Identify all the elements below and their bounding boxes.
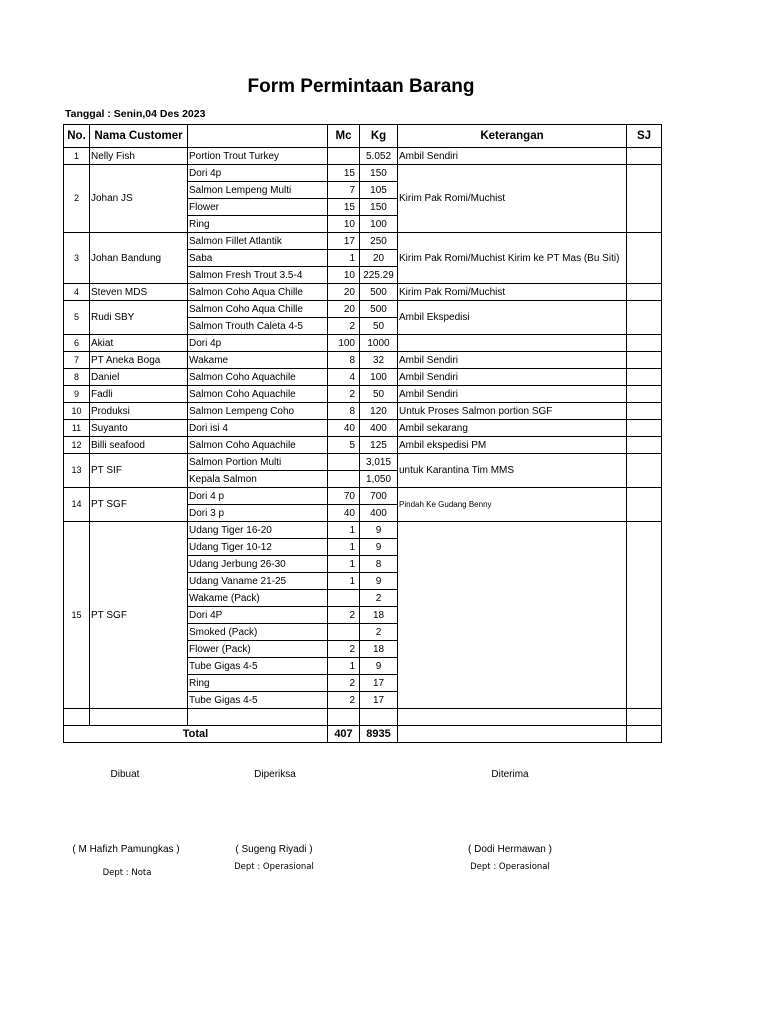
keterangan: Ambil Ekspedisi (398, 301, 627, 335)
item-kg: 18 (360, 607, 398, 624)
keterangan: Kirim Pak Romi/Muchist (398, 165, 627, 233)
keterangan: Ambil Sendiri (398, 148, 627, 165)
customer-name: Akiat (90, 335, 188, 352)
sig-diperiksa-dept: Dept : Operasional (234, 862, 314, 872)
date-label: Tanggal : Senin,04 Des 2023 (65, 108, 206, 120)
item-kg: 3,015 (360, 454, 398, 471)
item-kg: 2 (360, 590, 398, 607)
item-kg: 100 (360, 216, 398, 233)
item-name: Salmon Portion Multi (188, 454, 328, 471)
row-number: 7 (64, 352, 90, 369)
item-name: Wakame (Pack) (188, 590, 328, 607)
blank-cell (360, 709, 398, 726)
item-kg: 20 (360, 250, 398, 267)
sig-diperiksa-role: Diperiksa (254, 769, 296, 780)
item-kg: 250 (360, 233, 398, 250)
item-mc: 15 (328, 165, 360, 182)
sj-cell (627, 522, 662, 709)
total-empty-sj (627, 726, 662, 743)
item-name: Kepala Salmon (188, 471, 328, 488)
sj-cell (627, 369, 662, 386)
item-mc: 8 (328, 403, 360, 420)
item-name: Dori 4 p (188, 488, 328, 505)
form-title: Form Permintaan Barang (247, 76, 475, 97)
item-name: Dori 4p (188, 335, 328, 352)
request-table (63, 124, 662, 743)
item-mc: 1 (328, 573, 360, 590)
row-number: 14 (64, 488, 90, 522)
table-row (64, 335, 662, 352)
item-kg: 150 (360, 199, 398, 216)
item-mc: 1 (328, 522, 360, 539)
table-row (64, 148, 662, 165)
total-mc: 407 (328, 726, 360, 743)
header-item (188, 125, 328, 148)
customer-name: Rudi SBY (90, 301, 188, 335)
sj-cell (627, 386, 662, 403)
item-mc: 15 (328, 199, 360, 216)
row-number: 3 (64, 233, 90, 284)
item-mc: 10 (328, 216, 360, 233)
customer-name: Fadli (90, 386, 188, 403)
item-mc (328, 624, 360, 641)
table-row (64, 301, 662, 318)
row-number: 8 (64, 369, 90, 386)
row-number: 4 (64, 284, 90, 301)
item-kg: 225.29 (360, 267, 398, 284)
item-name: Salmon Fillet Atlantik (188, 233, 328, 250)
item-kg: 17 (360, 675, 398, 692)
item-name: Salmon Coho Aqua Chille (188, 284, 328, 301)
item-name: Udang Tiger 16-20 (188, 522, 328, 539)
item-mc (328, 148, 360, 165)
item-kg: 105 (360, 182, 398, 199)
item-mc: 8 (328, 352, 360, 369)
header-keterangan: Keterangan (398, 125, 627, 148)
keterangan: Pindah Ke Gudang Benny (398, 488, 627, 522)
blank-cell (90, 709, 188, 726)
header-sj: SJ (627, 125, 662, 148)
item-name: Saba (188, 250, 328, 267)
customer-name: Billi seafood (90, 437, 188, 454)
table-row (64, 403, 662, 420)
item-kg: 1,050 (360, 471, 398, 488)
sj-cell (627, 437, 662, 454)
sj-cell (627, 420, 662, 437)
item-mc (328, 590, 360, 607)
item-name: Tube Gigas 4-5 (188, 658, 328, 675)
item-name: Flower (188, 199, 328, 216)
item-kg: 18 (360, 641, 398, 658)
item-mc: 17 (328, 233, 360, 250)
blank-cell (188, 709, 328, 726)
item-name: Salmon Trouth Caleta 4-5 (188, 318, 328, 335)
table-row (64, 420, 662, 437)
item-name: Ring (188, 216, 328, 233)
row-number: 12 (64, 437, 90, 454)
item-mc: 7 (328, 182, 360, 199)
blank-row (64, 709, 662, 726)
sig-dibuat-role: Dibuat (110, 769, 140, 780)
item-name: Dori isi 4 (188, 420, 328, 437)
row-number: 9 (64, 386, 90, 403)
customer-name: PT Aneka Boga (90, 352, 188, 369)
item-mc: 2 (328, 675, 360, 692)
item-kg: 125 (360, 437, 398, 454)
blank-cell (627, 709, 662, 726)
table-row (64, 522, 662, 539)
keterangan: untuk Karantina Tim MMS (398, 454, 627, 488)
keterangan: Kirim Pak Romi/Muchist (398, 284, 627, 301)
item-name: Udang Jerbung 26-30 (188, 556, 328, 573)
item-kg: 9 (360, 539, 398, 556)
keterangan: Ambil Sendiri (398, 386, 627, 403)
header-kg: Kg (360, 125, 398, 148)
keterangan: Ambil Sendiri (398, 369, 627, 386)
item-name: Udang Vaname 21-25 (188, 573, 328, 590)
row-number: 15 (64, 522, 90, 709)
item-kg: 50 (360, 318, 398, 335)
item-mc: 70 (328, 488, 360, 505)
item-name: Flower (Pack) (188, 641, 328, 658)
sj-cell (627, 488, 662, 522)
sj-cell (627, 335, 662, 352)
item-name: Portion Trout Turkey (188, 148, 328, 165)
item-mc: 2 (328, 692, 360, 709)
customer-name: Nelly Fish (90, 148, 188, 165)
item-mc: 20 (328, 284, 360, 301)
sig-dibuat-dept: Dept : Nota (102, 868, 152, 878)
table-row (64, 369, 662, 386)
row-number: 11 (64, 420, 90, 437)
item-name: Salmon Lempeng Multi (188, 182, 328, 199)
sig-dibuat-name: ( M Hafizh Pamungkas ) (72, 844, 180, 855)
table-row (64, 284, 662, 301)
header-mc: Mc (328, 125, 360, 148)
table-row (64, 352, 662, 369)
item-kg: 400 (360, 505, 398, 522)
item-mc (328, 454, 360, 471)
sj-cell (627, 233, 662, 284)
item-name: Ring (188, 675, 328, 692)
header-customer: Nama Customer (90, 125, 188, 148)
item-mc: 40 (328, 505, 360, 522)
row-number: 10 (64, 403, 90, 420)
item-name: Udang Tiger 10-12 (188, 539, 328, 556)
sj-cell (627, 352, 662, 369)
customer-name: Johan Bandung (90, 233, 188, 284)
total-empty-ket (398, 726, 627, 743)
keterangan (398, 522, 627, 709)
customer-name: Daniel (90, 369, 188, 386)
keterangan: Ambil ekspedisi PM (398, 437, 627, 454)
item-kg: 9 (360, 522, 398, 539)
item-kg: 17 (360, 692, 398, 709)
sig-diterima-dept: Dept : Operasional (470, 862, 550, 872)
sig-diterima-role: Diterima (491, 769, 529, 780)
keterangan: Ambil sekarang (398, 420, 627, 437)
item-kg: 500 (360, 301, 398, 318)
customer-name: Johan JS (90, 165, 188, 233)
row-number: 13 (64, 454, 90, 488)
customer-name: PT SGF (90, 488, 188, 522)
item-mc: 2 (328, 386, 360, 403)
table-header-row (64, 125, 662, 148)
table-row (64, 488, 662, 505)
table-row (64, 386, 662, 403)
row-number: 6 (64, 335, 90, 352)
item-kg: 9 (360, 658, 398, 675)
sj-cell (627, 301, 662, 335)
item-mc (328, 471, 360, 488)
item-name: Salmon Coho Aqua Chille (188, 301, 328, 318)
item-name: Salmon Coho Aquachile (188, 386, 328, 403)
item-mc: 1 (328, 539, 360, 556)
item-kg: 100 (360, 369, 398, 386)
sig-diperiksa-name: ( Sugeng Riyadi ) (235, 844, 313, 855)
row-number: 2 (64, 165, 90, 233)
item-mc: 20 (328, 301, 360, 318)
blank-cell (64, 709, 90, 726)
item-name: Dori 3 p (188, 505, 328, 522)
table-row (64, 454, 662, 471)
item-name: Salmon Coho Aquachile (188, 437, 328, 454)
item-kg: 8 (360, 556, 398, 573)
item-kg: 700 (360, 488, 398, 505)
item-kg: 32 (360, 352, 398, 369)
item-name: Salmon Lempeng Coho (188, 403, 328, 420)
blank-cell (328, 709, 360, 726)
blank-cell (398, 709, 627, 726)
total-label: Total (64, 726, 328, 743)
table-row (64, 165, 662, 182)
item-kg: 50 (360, 386, 398, 403)
item-mc: 2 (328, 641, 360, 658)
keterangan: Ambil Sendiri (398, 352, 627, 369)
table-row (64, 437, 662, 454)
item-mc: 1 (328, 658, 360, 675)
item-mc: 10 (328, 267, 360, 284)
item-mc: 2 (328, 607, 360, 624)
item-name: Salmon Coho Aquachile (188, 369, 328, 386)
keterangan (398, 335, 627, 352)
item-kg: 9 (360, 573, 398, 590)
item-kg: 1000 (360, 335, 398, 352)
item-mc: 1 (328, 250, 360, 267)
item-name: Salmon Fresh Trout 3.5-4 (188, 267, 328, 284)
item-mc: 1 (328, 556, 360, 573)
item-name: Wakame (188, 352, 328, 369)
item-kg: 400 (360, 420, 398, 437)
total-kg: 8935 (360, 726, 398, 743)
customer-name: Produksi (90, 403, 188, 420)
item-kg: 500 (360, 284, 398, 301)
item-name: Smoked (Pack) (188, 624, 328, 641)
sj-cell (627, 454, 662, 488)
item-mc: 100 (328, 335, 360, 352)
item-name: Dori 4p (188, 165, 328, 182)
customer-name: PT SGF (90, 522, 188, 709)
keterangan: Kirim Pak Romi/Muchist Kirim ke PT Mas (Bu Siti) (398, 233, 627, 284)
item-kg: 120 (360, 403, 398, 420)
customer-name: Steven MDS (90, 284, 188, 301)
customer-name: PT SIF (90, 454, 188, 488)
item-mc: 5 (328, 437, 360, 454)
sj-cell (627, 284, 662, 301)
keterangan: Untuk Proses Salmon portion SGF (398, 403, 627, 420)
item-kg: 2 (360, 624, 398, 641)
item-mc: 40 (328, 420, 360, 437)
sj-cell (627, 165, 662, 233)
table-row (64, 233, 662, 250)
item-name: Tube Gigas 4-5 (188, 692, 328, 709)
total-row (64, 726, 662, 743)
item-kg: 5.052 (360, 148, 398, 165)
item-mc: 4 (328, 369, 360, 386)
item-kg: 150 (360, 165, 398, 182)
item-name: Dori 4P (188, 607, 328, 624)
row-number: 5 (64, 301, 90, 335)
header-no: No. (64, 125, 90, 148)
item-mc: 2 (328, 318, 360, 335)
customer-name: Suyanto (90, 420, 188, 437)
sj-cell (627, 403, 662, 420)
sig-diterima-name: ( Dodi Hermawan ) (468, 844, 552, 855)
sj-cell (627, 148, 662, 165)
row-number: 1 (64, 148, 90, 165)
